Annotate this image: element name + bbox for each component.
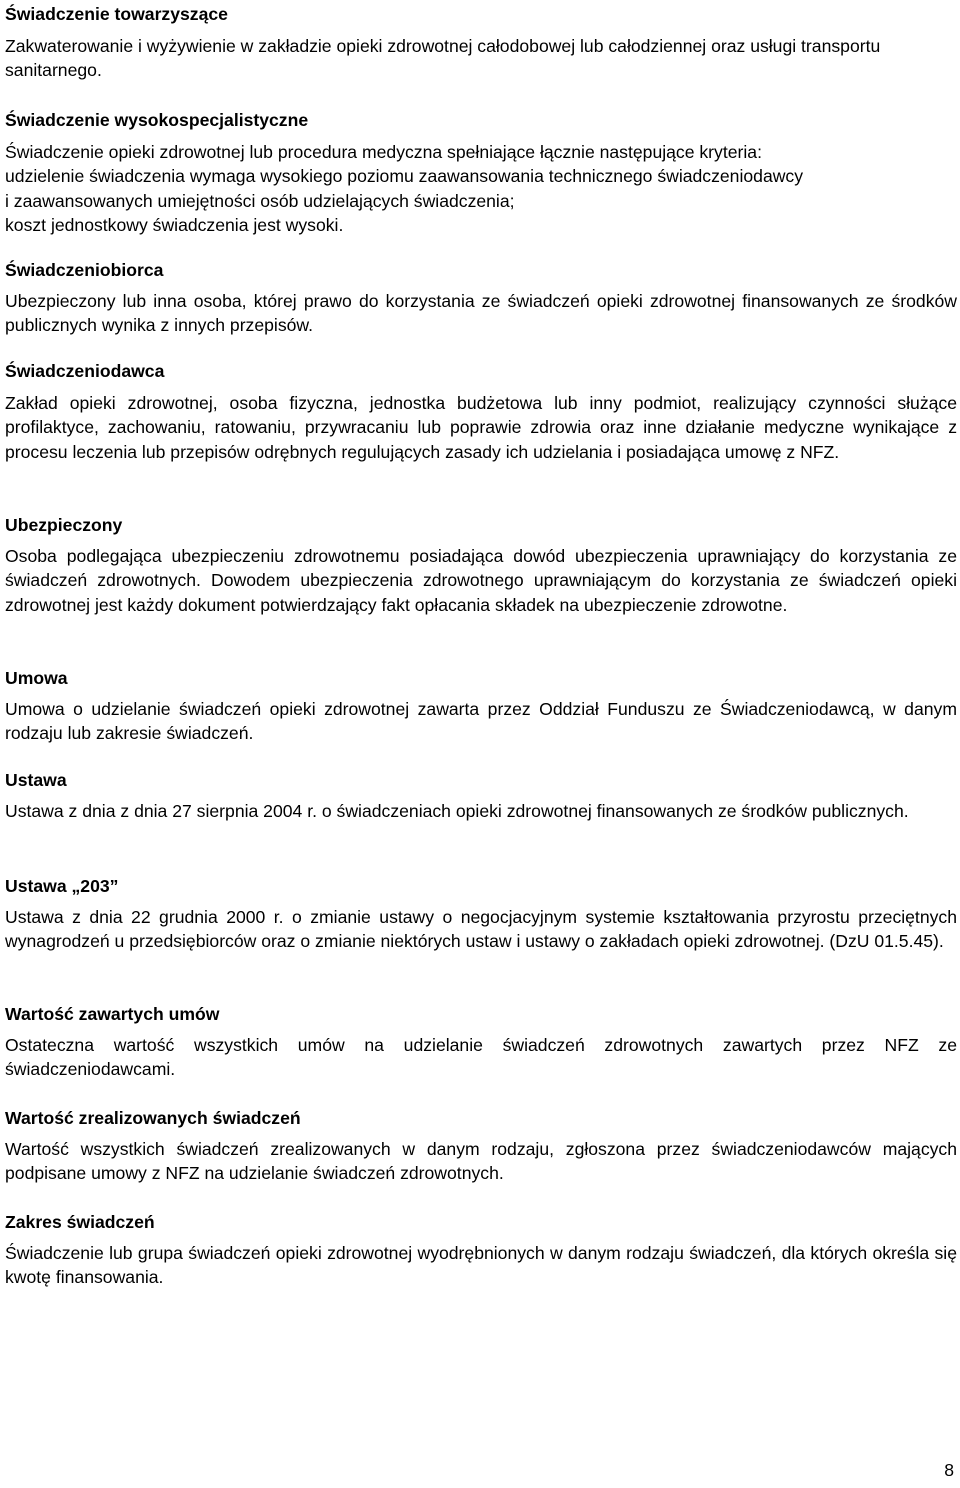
entry-definition: Świadczenie lub grupa świadczeń opieki zdrowotnej wyodrębnionych w danym rodzaju świadczeń, dla których określa się kwotę finansowania. <box>5 1243 957 1288</box>
entry-wartosc-zawartych-umow <box>5 1002 957 1082</box>
entry-term: Ubezpieczony <box>5 515 123 535</box>
definition-line: Świadczenie opieki zdrowotnej lub procedura medyczna spełniające łącznie następujące kryteria: <box>5 142 762 163</box>
entry-wartosc-zrealizowanych-swiadczen <box>5 1106 957 1186</box>
definition-line: i zaawansowanych umiejętności osób udzielających świadczenia; <box>5 190 515 211</box>
entry-umowa <box>5 666 957 746</box>
entry-ustawa <box>5 768 957 823</box>
entry-definition: Wartość wszystkich świadczeń zrealizowanych w danym rodzaju, zgłoszona przez świadczeniodawców mających podpisane umowy z NFZ na udzielanie świadczeń zdrowotnych. <box>5 1139 957 1184</box>
entry-swiadczenie-wysokospecjalistyczne <box>5 108 957 237</box>
entry-definition <box>5 140 957 237</box>
entry-term: Ustawa <box>5 770 67 790</box>
entry-definition: Ustawa z dnia z dnia 27 sierpnia 2004 r. o świadczeniach opieki zdrowotnej finansowanych ze środków publicznych. <box>5 801 909 822</box>
entry-definition: Zakład opieki zdrowotnej, osoba fizyczna, jednostka budżetowa lub inny podmiot, realizujący czynności służące profilaktyce, zachowaniu, ratowaniu, przywracaniu lub poprawie zdrowia oraz inne działanie medyczne wynikające z procesu leczenia lub przepisów odrębnych regulujących zasady ich udzielania i posiadająca umowę z NFZ. <box>5 393 957 462</box>
definition-line: udzielenie świadczenia wymaga wysokiego poziomu zaawansowania technicznego świadczeniodawcy <box>5 166 804 187</box>
entry-swiadczenie-towarzyszace <box>5 2 957 83</box>
entry-term: Wartość zrealizowanych świadczeń <box>5 1108 301 1128</box>
definition-line: koszt jednostkowy świadczenia jest wysoki. <box>5 214 344 235</box>
entry-term: Ustawa „203” <box>5 876 119 896</box>
entry-ubezpieczony <box>5 513 957 617</box>
entry-swiadczeniobiorca <box>5 258 957 338</box>
entry-term: Zakres świadczeń <box>5 1212 155 1232</box>
entry-swiadczeniodawca <box>5 359 957 464</box>
entry-term: Wartość zawartych umów <box>5 1004 220 1024</box>
entry-definition: Umowa o udzielanie świadczeń opieki zdrowotnej zawarta przez Oddział Funduszu ze Świadczeniodawcą, w danym rodzaju lub zakresie świadczeń. <box>5 699 957 744</box>
entry-ustawa-203 <box>5 874 957 954</box>
entry-term: Świadczeniobiorca <box>5 260 164 280</box>
entry-term: Świadczeniodawca <box>5 361 165 381</box>
entry-definition: Zakwaterowanie i wyżywienie w zakładzie opieki zdrowotnej całodobowej lub całodziennej oraz usługi transportu sanitarnego. <box>5 36 881 81</box>
entry-definition: Ustawa z dnia 22 grudnia 2000 r. o zmianie ustawy o negocjacyjnym systemie kształtowania przyrostu przeciętnych wynagrodzeń u przedsiębiorców oraz o zmianie niektórych ustaw i ustawy o zakładach opieki zdrowotnej. (DzU 01.5.45). <box>5 907 957 952</box>
entry-definition: Ubezpieczony lub inna osoba, której prawo do korzystania ze świadczeń opieki zdrowotnej finansowanych ze środków publicznych wynika z innych przepisów. <box>5 291 957 336</box>
entry-term: Umowa <box>5 668 68 688</box>
entry-definition: Osoba podlegająca ubezpieczeniu zdrowotnemu posiadająca dowód ubezpieczenia uprawniający do korzystania ze świadczeń zdrowotnych. Dowodem ubezpieczenia zdrowotnego uprawniającym do korzystania ze świadczeń opieki zdrowotnej jest każdy dokument potwierdzający fakt opłacania składek na ubezpieczenie zdrowotne. <box>5 546 957 615</box>
entry-term: Świadczenie towarzyszące <box>5 4 228 24</box>
entry-definition: Ostateczna wartość wszystkich umów na udzielanie świadczeń zdrowotnych zawartych przez NFZ ze świadczeniodawcami. <box>5 1035 957 1080</box>
entry-zakres-swiadczen <box>5 1210 957 1290</box>
entry-term: Świadczenie wysokospecjalistyczne <box>5 110 309 130</box>
page-number: 8 <box>944 1460 954 1480</box>
